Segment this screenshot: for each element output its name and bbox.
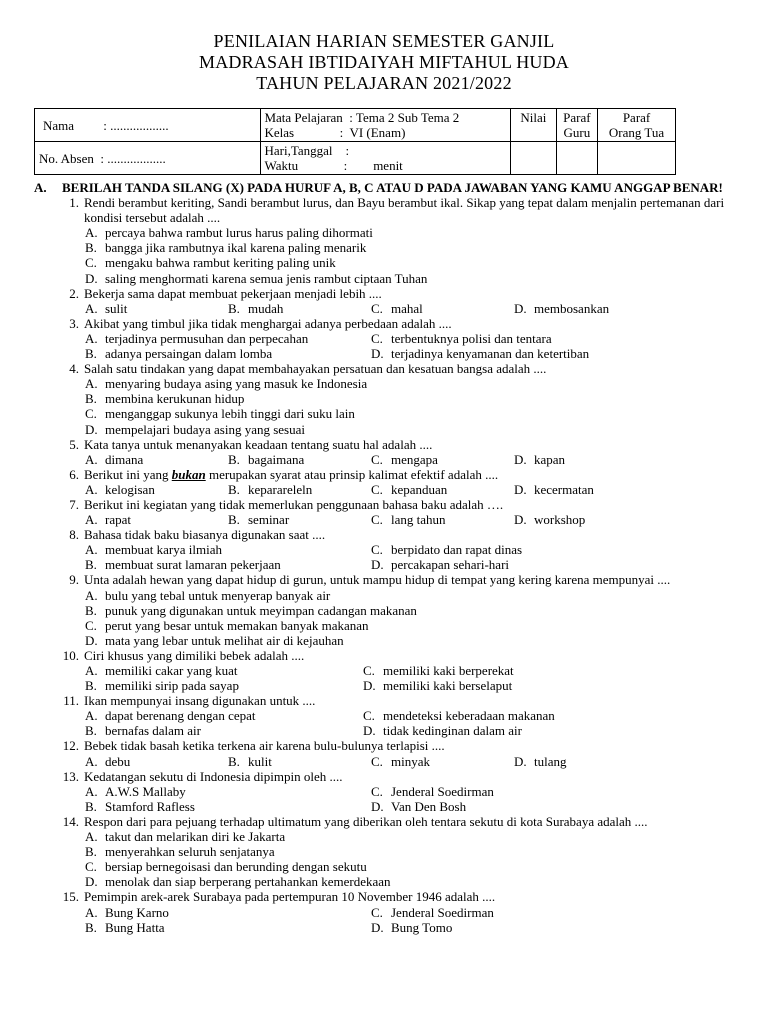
question-text-post: merupakan syarat atau prinsip kalimat efektif adalah .... [205, 466, 499, 482]
parent-sign-header [598, 109, 676, 142]
option-letter: B. [228, 300, 240, 316]
student-info-table [34, 108, 676, 175]
absen-cell[interactable] [35, 142, 261, 175]
answer-option-d[interactable] [371, 799, 671, 814]
question-text: Bahasa tidak baku biasanya digunakan saat .... [84, 527, 326, 543]
answer-option-a[interactable] [85, 225, 754, 240]
answer-option-c[interactable] [363, 663, 663, 678]
question-text: Kata tanya untuk menanyakan keadaan tentang suatu hal adalah .... [84, 436, 433, 452]
option-letter: A. [85, 829, 98, 845]
answer-option-b[interactable] [85, 557, 371, 572]
option-letter: C. [85, 859, 97, 875]
option-letter: D. [371, 557, 384, 573]
question-item [34, 286, 754, 316]
name-cell[interactable] [35, 109, 261, 142]
answer-option-d[interactable] [514, 512, 664, 527]
parent-sign-label-2: Orang Tua [608, 125, 665, 140]
question-number: 12. [62, 738, 79, 754]
question-text-emphasis: bukan [171, 466, 206, 482]
answer-option-b[interactable] [228, 482, 371, 497]
question-number: 10. [62, 647, 79, 663]
option-text: punuk yang digunakan untuk meyimpan cadangan makanan [105, 602, 417, 618]
answer-option-d[interactable] [85, 874, 754, 889]
name-field: Nama : .................. [43, 117, 169, 133]
option-letter: D. [514, 300, 527, 316]
question-text: Bekerja sama dapat membuat pekerjaan menjadi lebih .... [84, 285, 382, 301]
answer-options [85, 542, 754, 572]
option-letter: B. [228, 481, 240, 497]
answer-option-d[interactable] [514, 301, 664, 316]
question-stem [34, 195, 754, 225]
option-text: bagaimana [248, 451, 305, 467]
answer-option-d[interactable] [85, 271, 754, 286]
option-text: menganggap sukunya lebih tinggi dari suku lain [105, 406, 355, 422]
question-number: 6. [69, 466, 79, 482]
class-line: Kelas : VI (Enam) [264, 125, 406, 140]
question-stem [34, 572, 754, 587]
option-letter: B. [228, 451, 240, 467]
question-text: Berikut ini kegiatan yang tidak memerlukan penggunaan bahasa baku adalah …. [84, 496, 504, 512]
answer-options [85, 301, 754, 316]
option-text: memiliki kaki berperekat [383, 663, 514, 678]
option-text: perut yang besar untuk memakan banyak makanan [105, 617, 369, 633]
answer-option-c[interactable] [371, 452, 514, 467]
answer-option-b[interactable] [85, 603, 754, 618]
question-text: Pemimpin arek-arek Surabaya pada pertempuran 10 November 1946 adalah .... [84, 889, 496, 905]
question-item [34, 769, 754, 814]
question-text: Rendi berambut keriting, Sandi berambut lurus, dan Bayu berambut ikal. Sikap yang tepat dalam menjalin pertemanan dari kondisi tersebut adalah .... [84, 195, 725, 226]
option-text: mengapa [391, 451, 438, 467]
question-item [34, 497, 754, 527]
answer-option-c[interactable] [371, 301, 514, 316]
score-box[interactable] [511, 142, 556, 175]
question-list [34, 195, 754, 935]
option-letter: C. [371, 481, 383, 497]
answer-option-a[interactable] [85, 663, 363, 678]
option-text: percakapan sehari-hari [391, 557, 510, 573]
answer-option-b[interactable] [228, 754, 371, 769]
option-letter: A. [85, 904, 98, 920]
answer-option-c[interactable] [371, 482, 514, 497]
answer-options [85, 452, 754, 467]
question-item [34, 889, 754, 934]
question-item [34, 195, 754, 286]
section-instruction [34, 180, 754, 195]
option-letter: D. [514, 451, 527, 467]
answer-option-b[interactable] [85, 844, 754, 859]
answer-option-c[interactable] [371, 331, 671, 346]
question-text: Ciri khusus yang dimiliki bebek adalah .... [84, 647, 305, 663]
answer-option-a[interactable] [85, 301, 228, 316]
answer-option-a[interactable] [85, 376, 754, 391]
question-stem [34, 693, 754, 708]
option-text: bernafas dalam air [105, 723, 202, 739]
answer-option-a[interactable] [85, 829, 754, 844]
question-stem [34, 527, 754, 542]
question-text: Salah satu tindakan yang dapat membahayakan persatuan dan kesatuan bangsa adalah .... [84, 361, 547, 377]
answer-option-d[interactable] [514, 452, 664, 467]
option-letter: B. [85, 602, 97, 618]
date-cell [261, 142, 511, 175]
question-item [34, 316, 754, 361]
answer-option-d[interactable] [514, 754, 664, 769]
option-letter: B. [85, 557, 97, 573]
option-letter: D. [85, 270, 98, 286]
answer-option-a[interactable] [85, 905, 371, 920]
option-text: kepanduan [391, 481, 448, 497]
parent-sign-label-1: Paraf [622, 110, 651, 125]
option-text: memiliki kaki berselaput [383, 678, 513, 694]
answer-options [85, 905, 754, 935]
option-text: takut dan melarikan diri ke Jakarta [105, 829, 286, 845]
section-a [34, 180, 754, 935]
subject-cell [261, 109, 511, 142]
answer-option-c[interactable] [85, 618, 754, 633]
header-line-3: TAHUN PELAJARAN 2021/2022 [256, 73, 512, 93]
question-item [34, 693, 754, 738]
option-text: minyak [391, 753, 430, 769]
answer-options [85, 784, 754, 814]
question-stem [34, 286, 754, 301]
question-stem [34, 769, 754, 784]
option-text: kapan [534, 451, 566, 467]
question-stem [34, 316, 754, 331]
answer-option-c[interactable] [371, 512, 514, 527]
exam-header [0, 31, 768, 94]
answer-option-a[interactable] [85, 754, 228, 769]
answer-option-b[interactable] [85, 391, 754, 406]
teacher-sign-box[interactable] [556, 142, 597, 175]
option-text: dapat berenang dengan cepat [105, 708, 256, 724]
option-text: terjadinya kenyamanan dan ketertiban [391, 346, 590, 362]
option-letter: D. [85, 632, 98, 648]
question-item [34, 648, 754, 693]
answer-option-b[interactable] [85, 723, 363, 738]
answer-options [85, 225, 754, 285]
option-text: bangga jika rambutnya ikal karena paling menarik [105, 240, 367, 256]
header-line-1: PENILAIAN HARIAN SEMESTER GANJIL [213, 31, 555, 51]
question-number: 9. [69, 572, 79, 588]
answer-option-d[interactable] [514, 482, 664, 497]
answer-option-a[interactable] [85, 542, 371, 557]
option-letter: A. [85, 481, 98, 497]
time-line: Waktu : menit [264, 158, 403, 173]
option-letter: D. [514, 512, 527, 528]
option-letter: D. [371, 346, 384, 362]
answer-option-d[interactable] [85, 633, 754, 648]
question-text [84, 467, 754, 482]
option-text: menolak dan siap berperang pertahankan kemerdekaan [105, 874, 391, 890]
option-letter: B. [228, 512, 240, 528]
option-letter: D. [85, 874, 98, 890]
answer-options [85, 482, 754, 497]
option-text: rapat [105, 512, 131, 528]
answer-option-d[interactable] [363, 678, 663, 693]
question-number: 2. [69, 285, 79, 301]
option-text: membuat surat lamaran pekerjaan [105, 557, 281, 573]
option-text: workshop [534, 512, 586, 528]
option-text: mempelajari budaya asing yang sesuai [105, 421, 305, 437]
question-stem [34, 497, 754, 512]
answer-options [85, 376, 754, 436]
option-text: keparareleln [248, 481, 313, 497]
question-item [34, 467, 754, 497]
question-number: 7. [69, 496, 79, 512]
option-text: dimana [105, 451, 144, 467]
option-text: bersiap bernegoisasi dan berunding dengan sekutu [105, 859, 367, 875]
option-letter: D. [85, 421, 98, 437]
answer-option-d[interactable] [371, 920, 671, 935]
question-text: Kedatangan sekutu di Indonesia dipimpin oleh .... [84, 768, 343, 784]
option-text: mengaku bahwa rambut keriting paling unik [105, 255, 336, 271]
option-letter: C. [363, 708, 375, 724]
section-instruction-text: BERILAH TANDA SILANG (X) PADA HURUF A, B, C ATAU D PADA JAWABAN YANG KAMU ANGGAP BENAR! [62, 180, 723, 195]
answer-option-b[interactable] [85, 346, 371, 361]
option-text: berpidato dan rapat dinas [391, 542, 523, 558]
option-letter: A. [85, 512, 98, 528]
answer-option-d[interactable] [371, 346, 671, 361]
option-letter: C. [371, 300, 383, 316]
option-letter: C. [371, 451, 383, 467]
option-letter: D. [363, 678, 376, 694]
absen-field: No. Absen : .................. [39, 150, 166, 166]
option-text: membosankan [534, 300, 610, 316]
question-number: 5. [69, 436, 79, 452]
option-letter: B. [85, 723, 97, 739]
answer-options [85, 663, 754, 693]
teacher-sign-label-1: Paraf [563, 110, 591, 125]
option-letter: D. [371, 798, 384, 814]
answer-option-b[interactable] [228, 512, 371, 527]
answer-options [85, 512, 754, 527]
score-header [511, 109, 556, 142]
option-letter: B. [228, 753, 240, 769]
question-text: Unta adalah hewan yang dapat hidup di gurun, untuk mampu hidup di tempat yang kering karena mempunyai .... [84, 572, 671, 588]
answer-option-d[interactable] [371, 557, 671, 572]
option-text: Bung Karno [105, 904, 169, 920]
teacher-sign-label-2: Guru [563, 125, 591, 140]
option-text: mata yang lebar untuk melihat air di kejauhan [105, 632, 344, 648]
answer-options [85, 754, 754, 769]
option-text: kelogisan [105, 481, 155, 497]
option-letter: C. [371, 783, 383, 799]
question-text-pre: Berikut ini yang [84, 466, 172, 482]
option-text: percaya bahwa rambut lurus harus paling dihormati [105, 225, 373, 241]
question-stem [34, 437, 754, 452]
option-letter: C. [363, 663, 375, 678]
option-text: mendeteksi keberadaan makanan [383, 708, 555, 724]
option-text: seminar [248, 512, 290, 528]
answer-options [85, 708, 754, 738]
answer-option-c[interactable] [371, 905, 671, 920]
question-number: 3. [69, 315, 79, 331]
option-text: Stamford Rafless [105, 798, 195, 814]
answer-option-b[interactable] [85, 240, 754, 255]
question-stem [34, 361, 754, 376]
parent-sign-box[interactable] [598, 142, 676, 175]
option-letter: A. [85, 542, 98, 558]
answer-option-a[interactable] [85, 512, 228, 527]
option-letter: A. [85, 708, 98, 724]
answer-option-c[interactable] [371, 754, 514, 769]
option-text: Jenderal Soedirman [391, 904, 494, 920]
question-number: 1. [69, 195, 79, 211]
answer-option-c[interactable] [371, 542, 671, 557]
option-letter: A. [85, 376, 98, 392]
answer-option-c[interactable] [85, 255, 754, 270]
question-stem [34, 814, 754, 829]
option-letter: A. [85, 783, 98, 799]
question-stem [34, 467, 754, 482]
question-item [34, 437, 754, 467]
teacher-sign-header [556, 109, 597, 142]
question-text: Bebek tidak basah ketika terkena air karena bulu-bulunya terlapisi .... [84, 738, 445, 754]
option-text: menyerahkan seluruh senjatanya [105, 844, 275, 860]
date-line: Hari,Tanggal : [264, 143, 350, 158]
option-letter: A. [85, 330, 98, 346]
option-text: kecermatan [534, 481, 594, 497]
option-text: Jenderal Soedirman [391, 783, 494, 799]
header-line-2: MADRASAH IBTIDAIYAH MIFTAHUL HUDA [199, 52, 569, 72]
option-letter: A. [85, 753, 98, 769]
option-letter: B. [85, 678, 97, 694]
question-text: Respon dari para pejuang terhadap ultimatum yang diberikan oleh tentara sekutu di kota Surabaya adalah .... [84, 813, 648, 829]
subject-line: Mata Pelajaran : Tema 2 Sub Tema 2 [264, 110, 460, 125]
option-text: saling menghormati karena semua jenis rambut ciptaan Tuhan [105, 270, 428, 286]
answer-option-b[interactable] [228, 452, 371, 467]
option-letter: C. [85, 617, 97, 633]
answer-option-c[interactable] [85, 406, 754, 421]
question-number: 8. [69, 527, 79, 543]
question-item [34, 738, 754, 768]
option-text: A.W.S Mallaby [105, 783, 186, 799]
answer-option-a[interactable] [85, 331, 371, 346]
option-text: tulang [534, 753, 567, 769]
option-letter: A. [85, 300, 98, 316]
option-letter: C. [371, 330, 383, 346]
question-stem [34, 889, 754, 904]
option-letter: A. [85, 663, 98, 678]
option-text: bulu yang tebal untuk menyerap banyak air [105, 587, 331, 603]
answer-option-a[interactable] [85, 708, 363, 723]
answer-options [85, 588, 754, 648]
question-number: 15. [62, 889, 79, 905]
answer-options [85, 829, 754, 889]
question-number: 14. [62, 813, 79, 829]
answer-option-d[interactable] [363, 723, 663, 738]
answer-option-b[interactable] [85, 678, 363, 693]
option-letter: C. [371, 542, 383, 558]
option-letter: B. [85, 240, 97, 256]
option-text: Bung Hatta [105, 919, 165, 935]
question-item [34, 527, 754, 572]
option-letter: A. [85, 451, 98, 467]
answer-option-c[interactable] [85, 859, 754, 874]
option-letter: D. [514, 753, 527, 769]
answer-option-a[interactable] [85, 784, 371, 799]
answer-options [85, 331, 754, 361]
option-text: kulit [248, 753, 272, 769]
answer-option-a[interactable] [85, 588, 754, 603]
option-letter: A. [85, 587, 98, 603]
option-letter: C. [371, 512, 383, 528]
option-text: adanya persaingan dalam lomba [105, 346, 273, 362]
option-text: terjadinya permusuhan dan perpecahan [105, 330, 309, 346]
option-text: memiliki sirip pada sayap [105, 678, 239, 694]
question-item [34, 814, 754, 889]
option-text: mahal [391, 300, 423, 316]
option-text: memiliki cakar yang kuat [105, 663, 238, 678]
option-letter: C. [371, 753, 383, 769]
answer-option-c[interactable] [371, 784, 671, 799]
section-letter: A. [34, 180, 47, 195]
option-text: Van Den Bosh [391, 798, 467, 814]
answer-option-a[interactable] [85, 452, 228, 467]
answer-option-a[interactable] [85, 482, 228, 497]
answer-option-c[interactable] [363, 708, 663, 723]
option-text: mudah [248, 300, 284, 316]
option-text: Bung Tomo [391, 919, 453, 935]
option-text: tidak kedinginan dalam air [383, 723, 522, 739]
question-item [34, 361, 754, 436]
option-letter: C. [85, 255, 97, 271]
option-text: membina kerukunan hidup [105, 391, 245, 407]
option-letter: C. [85, 406, 97, 422]
question-stem [34, 648, 754, 663]
option-letter: B. [85, 346, 97, 362]
option-text: terbentuknya polisi dan tentara [391, 330, 552, 346]
answer-option-d[interactable] [85, 422, 754, 437]
option-letter: D. [514, 481, 527, 497]
option-letter: D. [371, 919, 384, 935]
question-number: 4. [69, 361, 79, 377]
option-text: lang tahun [391, 512, 446, 528]
option-text: sulit [105, 300, 128, 316]
option-letter: B. [85, 798, 97, 814]
question-text: Akibat yang timbul jika tidak menghargai adanya perbedaan adalah .... [84, 315, 452, 331]
option-letter: A. [85, 225, 98, 241]
option-letter: C. [371, 904, 383, 920]
question-stem [34, 738, 754, 753]
score-label: Nilai [520, 110, 547, 125]
option-letter: B. [85, 391, 97, 407]
question-item [34, 572, 754, 647]
option-text: membuat karya ilmiah [105, 542, 222, 558]
answer-option-b[interactable] [85, 920, 371, 935]
option-letter: B. [85, 919, 97, 935]
answer-option-b[interactable] [85, 799, 371, 814]
answer-option-b[interactable] [228, 301, 371, 316]
question-number: 13. [62, 768, 79, 784]
question-text: Ikan mempunyai insang digunakan untuk .... [84, 693, 316, 709]
question-number: 11. [63, 693, 79, 709]
option-text: menyaring budaya asing yang masuk ke Indonesia [105, 376, 368, 392]
option-letter: B. [85, 844, 97, 860]
option-letter: D. [363, 723, 376, 739]
option-text: debu [105, 753, 131, 769]
